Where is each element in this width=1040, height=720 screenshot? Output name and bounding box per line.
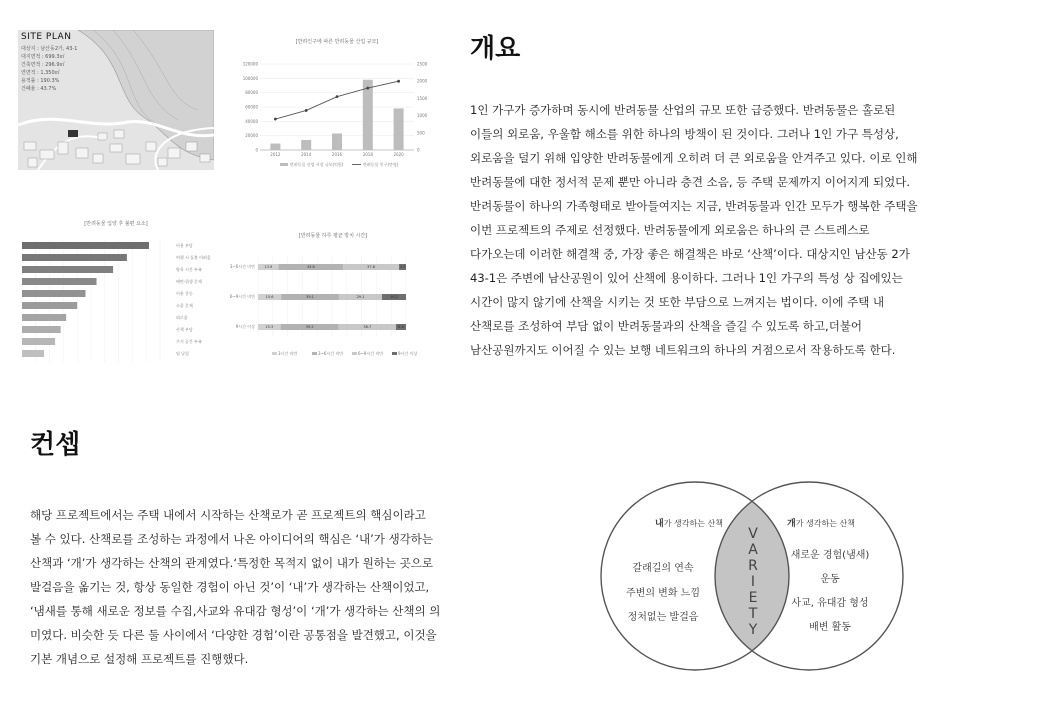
y-left-tick-label: 20000: [245, 133, 258, 139]
line-point: [366, 87, 369, 90]
segment-value-label: 6.8: [398, 325, 404, 330]
site-plan-info: 연면적 : 1,350㎡: [21, 70, 60, 76]
y-left-tick-label: 0: [255, 147, 258, 153]
x-tick-label: 2012: [270, 152, 281, 157]
venn-intersection: [715, 482, 903, 670]
y-left-tick-label: 120000: [242, 61, 258, 67]
y-right-tick-label: 500: [417, 130, 425, 136]
site-plan: [18, 30, 214, 170]
bar: [394, 108, 404, 150]
bar: [363, 80, 373, 150]
inconvenience-chart-svg: [18, 220, 214, 370]
venn-right-item: 사교, 유대감 형성: [791, 598, 869, 609]
legend-label: 3시간 미만: [278, 351, 298, 356]
neglect-chart-svg: [228, 232, 438, 367]
variety-letter: I: [750, 574, 756, 590]
variety-letter: V: [748, 526, 758, 542]
segment-value-label: 15.3: [265, 325, 274, 330]
line-point: [397, 80, 400, 83]
bar-category-label: 양육 시간 부족: [176, 267, 202, 272]
industry-chart-svg: [232, 30, 442, 175]
bar: [22, 314, 66, 321]
legend-label: 6~9시간 미만: [358, 351, 384, 356]
segment-value-label: 13.9: [264, 265, 273, 270]
x-tick-label: 2020: [393, 152, 404, 157]
bar-category-label: 주거 공간 부족: [176, 339, 202, 344]
y-category-label: 9시간 이상: [235, 324, 255, 329]
variety-letter: T: [748, 606, 758, 622]
x-tick-label: 2014: [301, 152, 312, 157]
legend-swatch: [312, 352, 317, 355]
segment-value-label: 38.7: [363, 325, 372, 330]
bar-category-label: 털 날림: [176, 351, 189, 356]
legend-label: 9시간 이상: [398, 351, 418, 356]
variety-letter: E: [748, 590, 758, 606]
venn-right-item: 새로운 경험(냄새): [790, 550, 870, 561]
bar: [22, 242, 149, 249]
site-plan-info: 대지면적 : 699.3㎡: [21, 54, 65, 60]
bar: [22, 302, 77, 309]
y-left-tick-label: 40000: [245, 118, 258, 124]
industry-chart-title: [반려인구에 따른 반려동물 산업 규모]: [295, 39, 379, 45]
neglect-chart: [228, 232, 438, 367]
y-right-tick-label: 1000: [417, 113, 428, 119]
x-tick-label: 2016: [331, 152, 343, 157]
bar-category-label: 이웃 갈등: [176, 291, 193, 296]
bar: [22, 326, 61, 333]
venn-left-item: 주변의 변화 느낌: [626, 588, 700, 599]
bar: [270, 144, 280, 150]
segment-value-label: 4.7: [399, 265, 406, 270]
inconvenience-chart-title: [반려동물 입양 후 불편 요소]: [84, 221, 148, 227]
series-line: [275, 81, 398, 119]
concept-heading: 컨셉: [30, 430, 81, 460]
venn-right-item: 운동: [820, 574, 840, 585]
site-plan-info: 건폐율 : 43.7%: [21, 86, 57, 92]
site-plan-title: SITE PLAN: [21, 32, 72, 42]
bar: [22, 338, 55, 345]
x-tick-label: 2018: [362, 152, 373, 157]
bar-category-label: 외로움: [176, 315, 188, 320]
venn-right-title: 개가 생각하는 산책: [787, 519, 855, 529]
y-right-tick-label: 2000: [417, 78, 428, 84]
variety-letter: Y: [748, 622, 758, 638]
legend-swatch: [272, 352, 277, 355]
segment-value-label: 39.1: [306, 295, 314, 300]
site-plan-info: 건축면적 : 296.9㎡: [21, 62, 65, 68]
segment-value-label: 43.6: [306, 265, 315, 270]
legend-swatch: [392, 352, 397, 355]
y-right-tick-label: 0: [417, 147, 420, 153]
legend-label: 3~6시간 미만: [318, 351, 344, 356]
site-plan-info: 용적률 : 190.3%: [21, 78, 60, 84]
variety-venn-diagram: [595, 478, 910, 678]
inconvenience-chart: [18, 220, 214, 370]
segment-value-label: 29.1: [356, 295, 365, 300]
venn-left-item: 갈래길의 연속: [632, 563, 694, 574]
neglect-chart-title: [반려동물 하루 평균 방치 시간]: [298, 233, 368, 239]
bar: [22, 266, 113, 273]
overview-heading: 개요: [470, 34, 521, 64]
bar-category-label: 배변·위생 문제: [176, 279, 202, 284]
y-left-tick-label: 60000: [245, 104, 258, 110]
y-right-tick-label: 1500: [417, 95, 428, 101]
venn-left-item: 정처없는 발걸음: [627, 612, 699, 623]
bar: [22, 254, 127, 261]
bar: [22, 350, 44, 357]
bar-category-label: 비용 부담: [176, 243, 193, 248]
bar: [22, 290, 85, 297]
venn-right-item: 배변 활동: [809, 622, 851, 633]
overview-body: 1인 가구가 증가하며 동시에 반려동물 산업의 규모 또한 급증했다. 반려동물은 홀로된 이들의 외로움, 우울함 해소를 위한 하나의 방책이 된 것이다. 그러나 1인 가구 특성상, 외로움을 덜기 위해 입양한 반려동물에게 오히려 더 큰 외로움을 안겨주고 있다. 이로 인해 반려동물에 대한 정서적 문제 뿐만 아니라 층견 소음, 등 주택 문제까지 이어지게 되었다. 반려동물이 하나의 가족형태로 받아들여지는 지금, 반려동물과 인간 모두가 행복한 주택을 이번 프로젝트의 주제로 선정했다. 반려동물에게 외로움은 하나의 큰 스트레스로 다가오는데 이러한 해결책 중, 가장 좋은 해결책은 바로 ‘산책’이다. 대상지인 남산동 2가 43-1은 주변에 남산공원이 있어 산책에 용이하다. 그러나 1인 가구의 특성 상 집에있는 시간이 많지 않기에 산책을 시키는 것 또한 부담으로 느껴지는 법이다. 이에 주택 내 산책로를 조성하여 부담 없이 반려동물과의 산책을 즐길 수 있도록 하고,더불어 남산공원까지도 이어질 수 있는 보행 네트워크의 하나의 거점으로서 작용하도록 한다.: [470, 103, 918, 357]
bar-category-label: 산책 부담: [176, 327, 193, 332]
y-category-label: 6~9시간 미만: [229, 294, 255, 299]
bar-category-label: 소음 문제: [176, 303, 193, 308]
venn-left-title: 내가 생각하는 산책: [655, 519, 723, 529]
concept-body: 해당 프로젝트에서는 주택 내에서 시작하는 산책로가 곧 프로젝트의 핵심이라고 볼 수 있다. 산책로를 조성하는 과정에서 나온 아이디어의 핵심은 ‘내’가 생각하는 산책과 ‘개’가 생각하는 산책의 관계였다.‘특정한 목적지 없이 내가 원하는 곳으로 발걸음을 옮기는 것, 항상 동일한 경험이 아닌 것’이 ‘내’가 생각하는 산책이었고, ‘냄새를 통해 새로운 정보를 수집,사교와 유대감 형성’이 ‘개’가 생각하는 산책의 의 미였다. 비슷한 듯 다른 둘 사이에서 ‘다양한 경험’이란 공통점을 발견했고, 이것을 기본 개념으로 설정해 프로젝트를 진행했다.: [30, 508, 441, 666]
segment-value-label: 39.2: [305, 325, 314, 330]
variety-letter: R: [748, 558, 758, 574]
legend-label: 반려동물 인구(만명): [363, 162, 399, 167]
line-point: [336, 95, 339, 98]
legend-swatch: [352, 352, 357, 355]
y-category-label: 3~6시간 미만: [229, 264, 255, 269]
site-plan-info: 대상지 : 남산동2가, 43-1: [21, 46, 78, 52]
line-point: [305, 109, 308, 112]
y-right-tick-label: 2500: [417, 61, 428, 67]
segment-value-label: 37.8: [367, 265, 375, 270]
bar: [22, 278, 97, 285]
bar-category-label: 여행 시 돌봄 어려움: [176, 255, 211, 260]
segment-value-label: 16.2: [390, 295, 398, 300]
bar: [332, 134, 342, 150]
legend-label: 반려동물 산업 시장 규모(억원): [290, 162, 344, 167]
line-point: [274, 118, 277, 121]
y-left-tick-label: 100000: [242, 75, 258, 81]
legend-swatch: [280, 163, 288, 166]
variety-letter: A: [748, 542, 758, 558]
segment-value-label: 15.6: [265, 295, 274, 300]
industry-chart: [232, 30, 442, 175]
bar: [301, 140, 311, 150]
y-left-tick-label: 80000: [245, 90, 258, 96]
